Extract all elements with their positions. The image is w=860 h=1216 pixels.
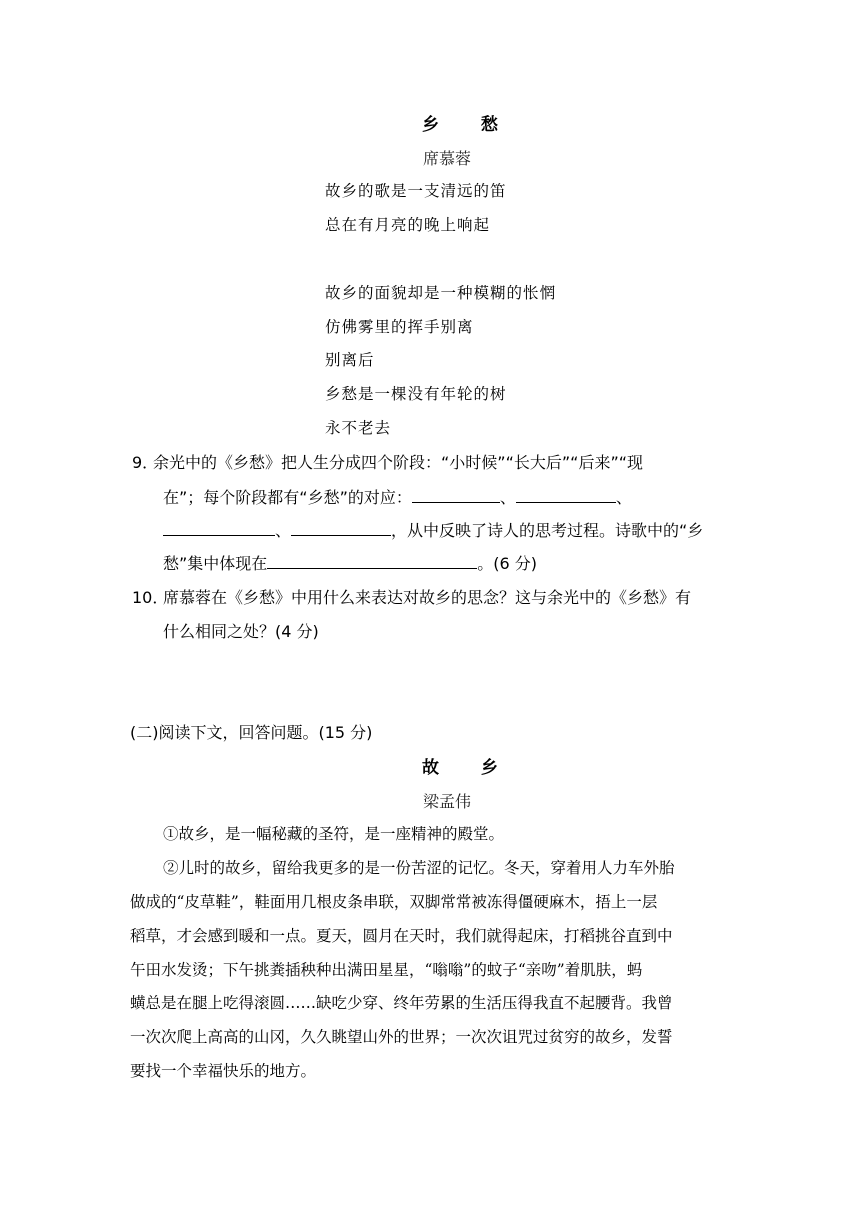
poem-line: 乡愁是一棵没有年轮的树: [325, 385, 507, 403]
question-10-number: 10．: [132, 588, 169, 607]
question-9-line1: 余光中的《乡愁》把人生分成四个阶段：“小时候”“长大后”“后来”“现: [153, 453, 644, 472]
poem-line: 仿佛雾里的挥手别离: [325, 318, 474, 336]
poem-author: 席慕蓉: [423, 149, 472, 168]
separator: 、: [275, 521, 292, 540]
question-9-number: 9．: [132, 453, 159, 472]
question-10-line1: 席慕蓉在《乡愁》中用什么来表达对故乡的思念？这与余光中的《乡愁》有: [163, 588, 692, 607]
paragraph-2-line: ②儿时的故乡，留给我更多的是一份苦涩的记忆。冬天，穿着用人力车外胎: [163, 859, 675, 877]
article-title: 故 乡: [422, 758, 516, 778]
question-10-line2: 什么相同之处？(4 分): [163, 622, 319, 641]
question-9-line2-text: 在”；每个阶段都有“乡愁”的对应：: [163, 488, 412, 507]
question-9-line4-head: 愁”集中体现在: [163, 554, 268, 573]
answer-blank[interactable]: [267, 554, 477, 569]
paragraph-2-line: 蟥总是在腿上吃得滚圆……缺吃少穿、终年劳累的生活压得我直不起腰背。我曾: [130, 994, 673, 1012]
question-9-line3-tail: ，从中反映了诗人的思考过程。诗歌中的“乡: [391, 521, 704, 540]
question-9-line4-tail: 。(6 分): [477, 554, 538, 573]
poem-line: 故乡的歌是一支清远的笛: [325, 182, 507, 200]
separator: 、: [615, 488, 632, 507]
paragraph-2-line: 做成的“皮草鞋”，鞋面用几根皮条串联，双脚常常被冻得僵硬麻木，捂上一层: [130, 893, 658, 911]
poem-line: 永不老去: [325, 419, 392, 437]
paragraph-2-line: 一次次爬上高高的山冈，久久眺望山外的世界；一次次诅咒过贫穷的故乡，发誓: [130, 1028, 673, 1046]
question-9-line3: [163, 518, 703, 541]
poem-line: 故乡的面貌却是一种模糊的怅惘: [325, 284, 557, 302]
paragraph-1: ①故乡，是一幅秘藏的圣符，是一座精神的殿堂。: [163, 825, 505, 843]
poem-line: 别离后: [325, 351, 375, 369]
paragraph-2-line: 稻草，才会感到暖和一点。夏天，圆月在天时，我们就得起床，打稻挑谷直到中: [130, 927, 673, 945]
separator: 、: [499, 488, 516, 507]
answer-blank[interactable]: [291, 521, 391, 536]
answer-blank[interactable]: [516, 488, 616, 503]
poem-line: 总在有月亮的晚上响起: [325, 216, 491, 234]
poem-title: 乡 愁: [422, 115, 516, 135]
paragraph-2-line: 午田水发烫；下午挑粪插秧种出满田星星，“嗡嗡”的蚊子“亲吻”着肌肤，蚂: [130, 961, 643, 979]
section-heading: (二)阅读下文，回答问题。(15 分): [130, 723, 373, 742]
answer-blank[interactable]: [163, 521, 275, 536]
question-9-line4: [163, 551, 537, 574]
question-9-line2: [163, 485, 632, 508]
answer-blank[interactable]: [412, 488, 500, 503]
paragraph-2-line: 要找一个幸福快乐的地方。: [130, 1062, 317, 1080]
article-author: 梁孟伟: [423, 792, 472, 811]
